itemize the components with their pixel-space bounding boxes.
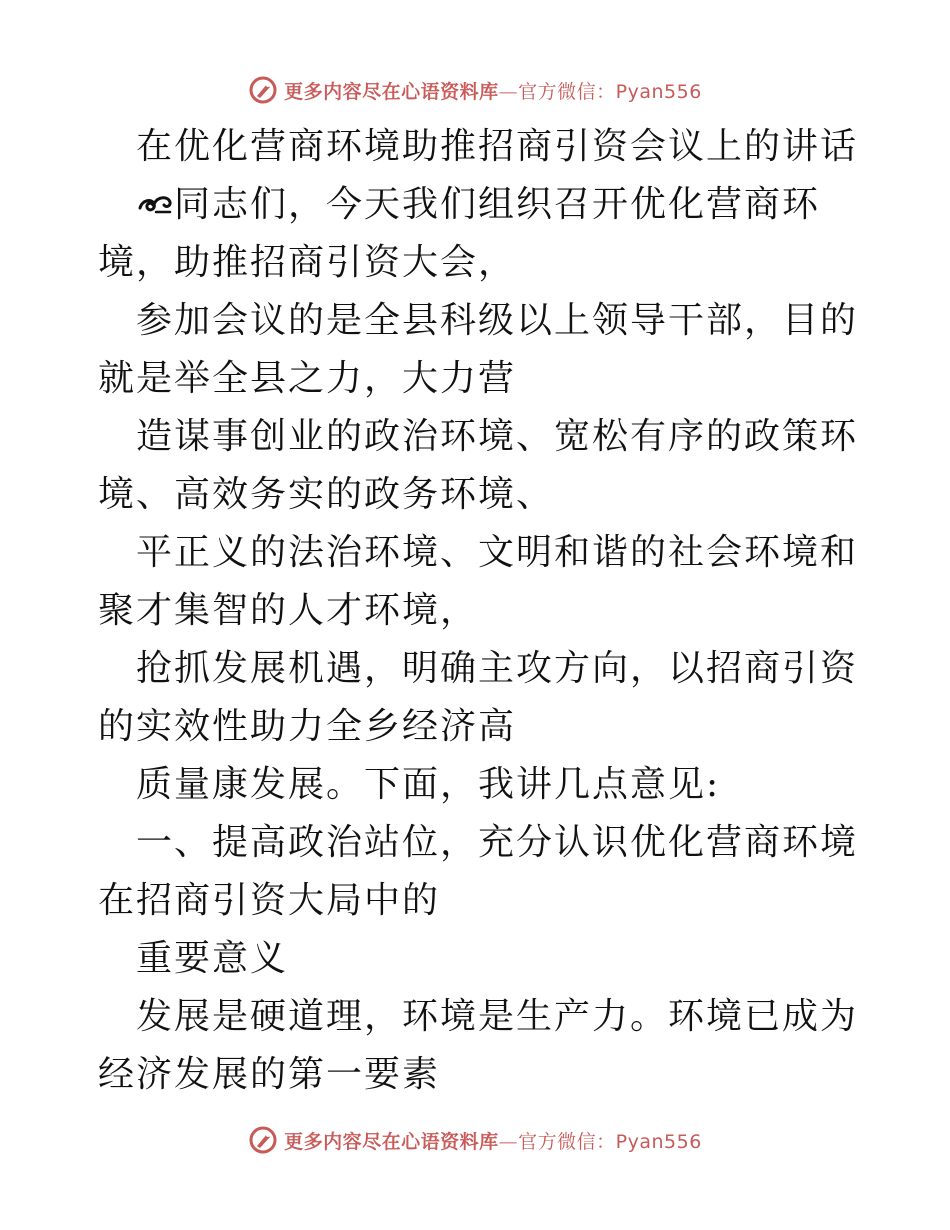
swirl-ornament-icon <box>136 190 174 220</box>
watermark-brand: 更多内容尽在心语资料库 <box>284 1130 499 1153</box>
watermark-contact: 官方微信：Pyan556 <box>518 80 702 103</box>
paragraph-2: 参加会议的是全县科级以上领导干部，目的就是举全县之力，大力营 <box>98 300 859 399</box>
paragraph-1-text: 同志们，今天我们组织召开优化营商环境，助推招商引资大会， <box>98 184 821 283</box>
paragraph-3: 造谋事创业的政治环境、宽松有序的政策环境、高效务实的政务环境、 <box>98 416 859 515</box>
watermark-dash: — <box>498 1130 519 1153</box>
footer-watermark <box>0 1120 950 1160</box>
watermark-contact: 官方微信：Pyan556 <box>518 1130 702 1153</box>
paragraph-1 <box>98 176 858 292</box>
document-title: 在优化营商环境助推招商引资会议上的讲话 <box>136 126 859 167</box>
watermark-brand: 更多内容尽在心语资料库 <box>284 80 499 103</box>
pen-nib-circle-icon <box>248 1125 278 1155</box>
header-watermark <box>0 70 950 110</box>
watermark-text <box>284 1127 702 1154</box>
watermark-dash: — <box>498 80 519 103</box>
section-heading-1-cont: 重要意义 <box>136 938 289 979</box>
watermark-text <box>284 77 702 104</box>
document-body <box>98 118 858 1104</box>
paragraph-5: 抢抓发展机遇，明确主攻方向，以招商引资的实效性助力全乡经济高 <box>98 648 859 747</box>
paragraph-7: 发展是硬道理，环境是生产力。环境已成为经济发展的第一要素 <box>98 996 859 1095</box>
section-heading-1: 一、提高政治站位，充分认识优化营商环境在招商引资大局中的 <box>98 822 859 921</box>
paragraph-4: 平正义的法治环境、文明和谐的社会环境和聚才集智的人才环境， <box>98 532 859 631</box>
paragraph-6: 质量康发展。下面，我讲几点意见: <box>136 764 721 805</box>
pen-nib-circle-icon <box>248 75 278 105</box>
